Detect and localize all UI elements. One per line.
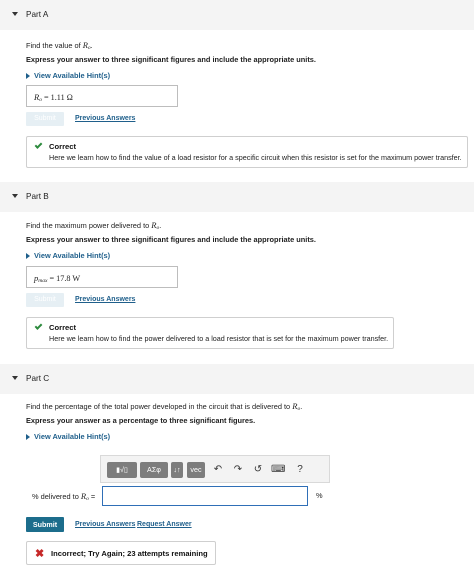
caret-right-icon	[26, 253, 30, 259]
feedback-text: Here we learn how to find the value of a load resistor for a specific circuit when this resistor is set for the maximum power transfer.	[49, 153, 462, 162]
instruction-text: Express your answer as a percentage to three significant figures.	[26, 416, 256, 425]
keyboard-icon[interactable]: ⌨	[271, 464, 286, 475]
part-title: Part A	[26, 10, 49, 19]
answer-row	[26, 486, 336, 506]
subscript-superscript-button[interactable]: ↓↑	[171, 462, 183, 478]
help-icon[interactable]: ?	[297, 464, 303, 475]
checkmark-icon	[35, 141, 43, 149]
request-answer-link[interactable]: Request Answer	[137, 521, 192, 528]
chevron-down-icon[interactable]	[12, 194, 18, 198]
feedback-text: Incorrect; Try Again; 23 attempts remaining	[51, 549, 208, 558]
part-a-header[interactable]	[0, 0, 474, 30]
answer-display: pmax = 17.8 W	[26, 266, 178, 288]
answer-display: Ro = 1.11 Ω	[26, 85, 178, 107]
chevron-down-icon[interactable]	[12, 12, 18, 16]
submit-button[interactable]: Submit	[26, 517, 64, 532]
feedback-text: Here we learn how to find the power delivered to a load resistor that is set for the maximum power transfer.	[49, 334, 389, 343]
answer-label: % delivered to Ro =	[32, 491, 96, 502]
view-hints-link[interactable]: View Available Hint(s)	[26, 71, 110, 80]
part-c-header[interactable]	[0, 364, 474, 394]
feedback-correct	[26, 136, 468, 168]
submit-button[interactable]: Submit	[26, 112, 64, 126]
instruction-text: Express your answer to three significant figures and include the appropriate units.	[26, 55, 316, 64]
instruction-text: Express your answer to three significant figures and include the appropriate units.	[26, 235, 316, 244]
reset-icon[interactable]: ↺	[253, 464, 263, 475]
checkmark-icon	[35, 322, 43, 330]
greek-symbols-button[interactable]: ΑΣφ	[140, 462, 168, 478]
caret-right-icon	[26, 73, 30, 79]
feedback-correct	[26, 317, 394, 349]
undo-icon[interactable]: ↶	[213, 464, 223, 475]
view-hints-link[interactable]: View Available Hint(s)	[26, 251, 110, 260]
answer-input[interactable]	[102, 486, 308, 506]
feedback-incorrect	[26, 541, 216, 565]
question-text: Find the value of Ro.	[26, 40, 93, 51]
previous-answers-link[interactable]: Previous Answers	[75, 521, 136, 528]
caret-right-icon	[26, 434, 30, 440]
part-title: Part C	[26, 374, 50, 383]
previous-answers-link[interactable]: Previous Answers	[75, 115, 136, 122]
feedback-title: Correct	[49, 142, 77, 151]
part-b-header[interactable]	[0, 182, 474, 212]
math-toolbar	[100, 455, 330, 483]
question-text: Find the maximum power delivered to Ro.	[26, 220, 162, 231]
redo-icon[interactable]: ↷	[233, 464, 243, 475]
incorrect-x-icon: ✖	[35, 548, 45, 560]
unit-label: %	[316, 491, 323, 500]
templates-button[interactable]: ▮√▯	[107, 462, 137, 478]
previous-answers-link[interactable]: Previous Answers	[75, 296, 136, 303]
vector-button[interactable]: vec	[187, 462, 205, 478]
question-text: Find the percentage of the total power developed in the circuit that is delivered to Ro.	[26, 401, 303, 412]
view-hints-link[interactable]: View Available Hint(s)	[26, 432, 110, 441]
chevron-down-icon[interactable]	[12, 376, 18, 380]
part-title: Part B	[26, 192, 49, 201]
feedback-title: Correct	[49, 323, 77, 332]
submit-button[interactable]: Submit	[26, 293, 64, 307]
